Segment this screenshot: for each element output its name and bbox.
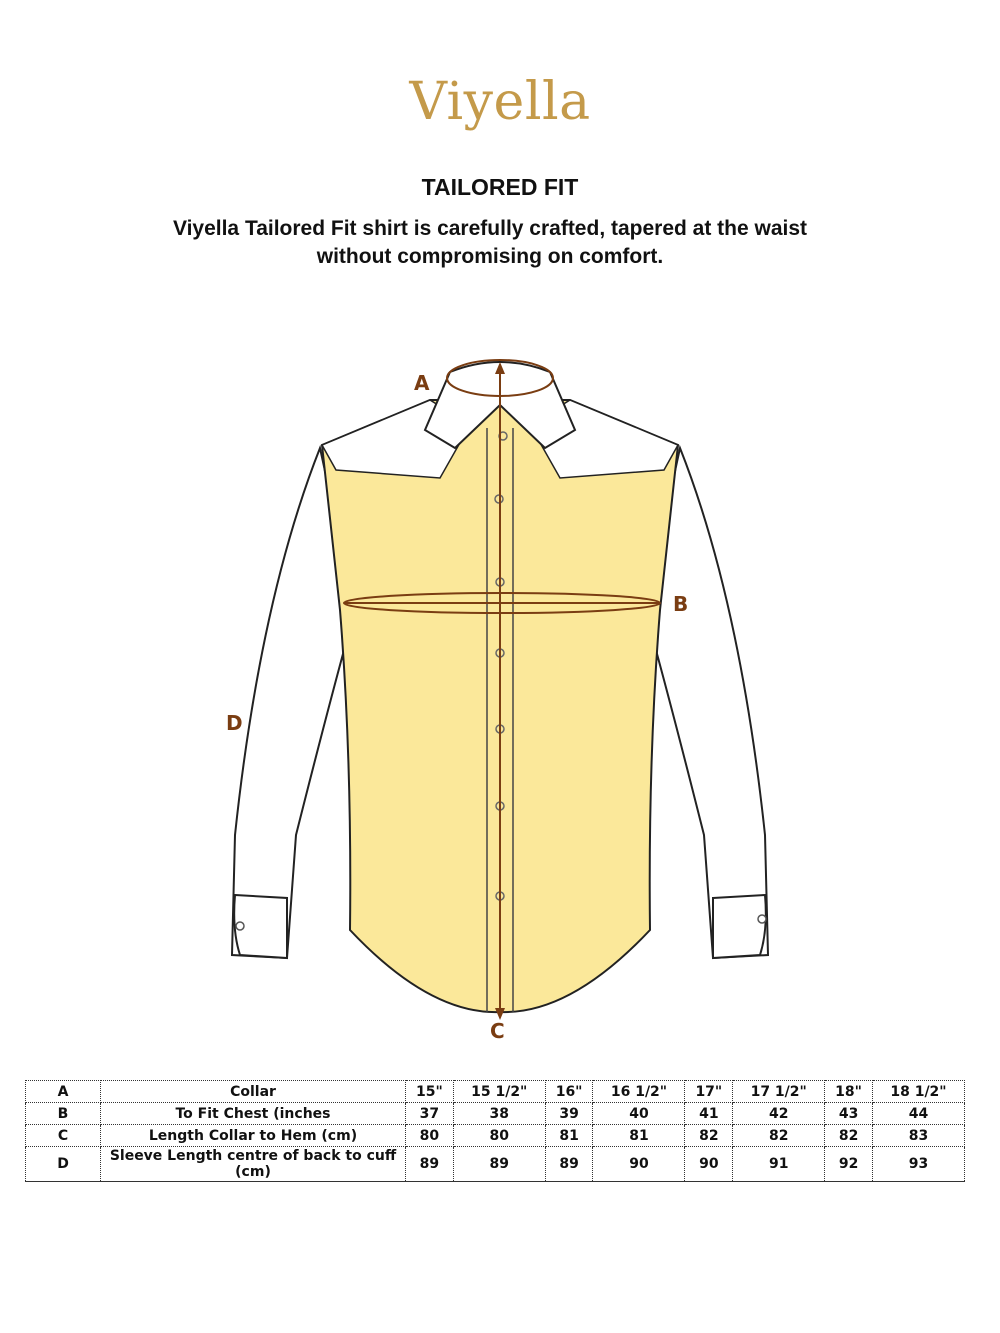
row-key: D (26, 1147, 101, 1182)
size-value-cell: 80 (406, 1125, 454, 1147)
marker-b: B (673, 592, 689, 616)
size-value-cell: 90 (685, 1147, 733, 1182)
right-cuff (713, 895, 766, 958)
brand-logo: Viyella (409, 72, 591, 132)
size-value-cell: 82 (733, 1125, 825, 1147)
left-cuff-button-icon (236, 922, 244, 930)
size-value-cell: 92 (825, 1147, 873, 1182)
size-value-cell: 18" (825, 1081, 873, 1103)
row-label: Collar (101, 1081, 406, 1103)
size-value-cell: 18 1/2" (872, 1081, 964, 1103)
size-value-cell: 17" (685, 1081, 733, 1103)
size-table-row (26, 1081, 965, 1103)
size-value-cell: 40 (593, 1103, 685, 1125)
size-value-cell: 89 (406, 1147, 454, 1182)
size-value-cell: 83 (872, 1125, 964, 1147)
size-value-cell: 15 1/2" (453, 1081, 545, 1103)
size-value-cell: 81 (545, 1125, 593, 1147)
size-value-cell: 82 (825, 1125, 873, 1147)
size-value-cell: 16 1/2" (593, 1081, 685, 1103)
size-value-cell: 89 (545, 1147, 593, 1182)
size-value-cell: 81 (593, 1125, 685, 1147)
size-value-cell: 16" (545, 1081, 593, 1103)
size-value-cell: 39 (545, 1103, 593, 1125)
marker-d: D (226, 711, 243, 735)
row-label: To Fit Chest (inches (101, 1103, 406, 1125)
right-cuff-button-icon (758, 915, 766, 923)
size-value-cell: 90 (593, 1147, 685, 1182)
row-label: Sleeve Length centre of back to cuff (cm) (101, 1147, 406, 1182)
size-value-cell: 43 (825, 1103, 873, 1125)
size-value-cell: 42 (733, 1103, 825, 1125)
shirt-diagram (200, 340, 800, 1050)
size-value-cell: 41 (685, 1103, 733, 1125)
fit-heading: TAILORED FIT (421, 174, 579, 200)
size-value-cell: 37 (406, 1103, 454, 1125)
row-key: C (26, 1125, 101, 1147)
row-key: A (26, 1081, 101, 1103)
marker-a: A (414, 371, 430, 395)
marker-c: C (490, 1019, 505, 1043)
size-value-cell: 82 (685, 1125, 733, 1147)
size-value-cell: 15" (406, 1081, 454, 1103)
size-value-cell: 89 (453, 1147, 545, 1182)
fit-description: Viyella Tailored Fit shirt is carefully crafted, tapered at the waist without compromising on comfort. (172, 217, 808, 268)
size-value-cell: 91 (733, 1147, 825, 1182)
size-value-cell: 17 1/2" (733, 1081, 825, 1103)
size-table (25, 1080, 965, 1182)
size-value-cell: 93 (872, 1147, 964, 1182)
size-table-row (26, 1103, 965, 1125)
size-value-cell: 38 (453, 1103, 545, 1125)
row-key: B (26, 1103, 101, 1125)
size-value-cell: 80 (453, 1125, 545, 1147)
size-table-row (26, 1147, 965, 1182)
size-value-cell: 44 (872, 1103, 964, 1125)
size-table-row (26, 1125, 965, 1147)
row-label: Length Collar to Hem (cm) (101, 1125, 406, 1147)
